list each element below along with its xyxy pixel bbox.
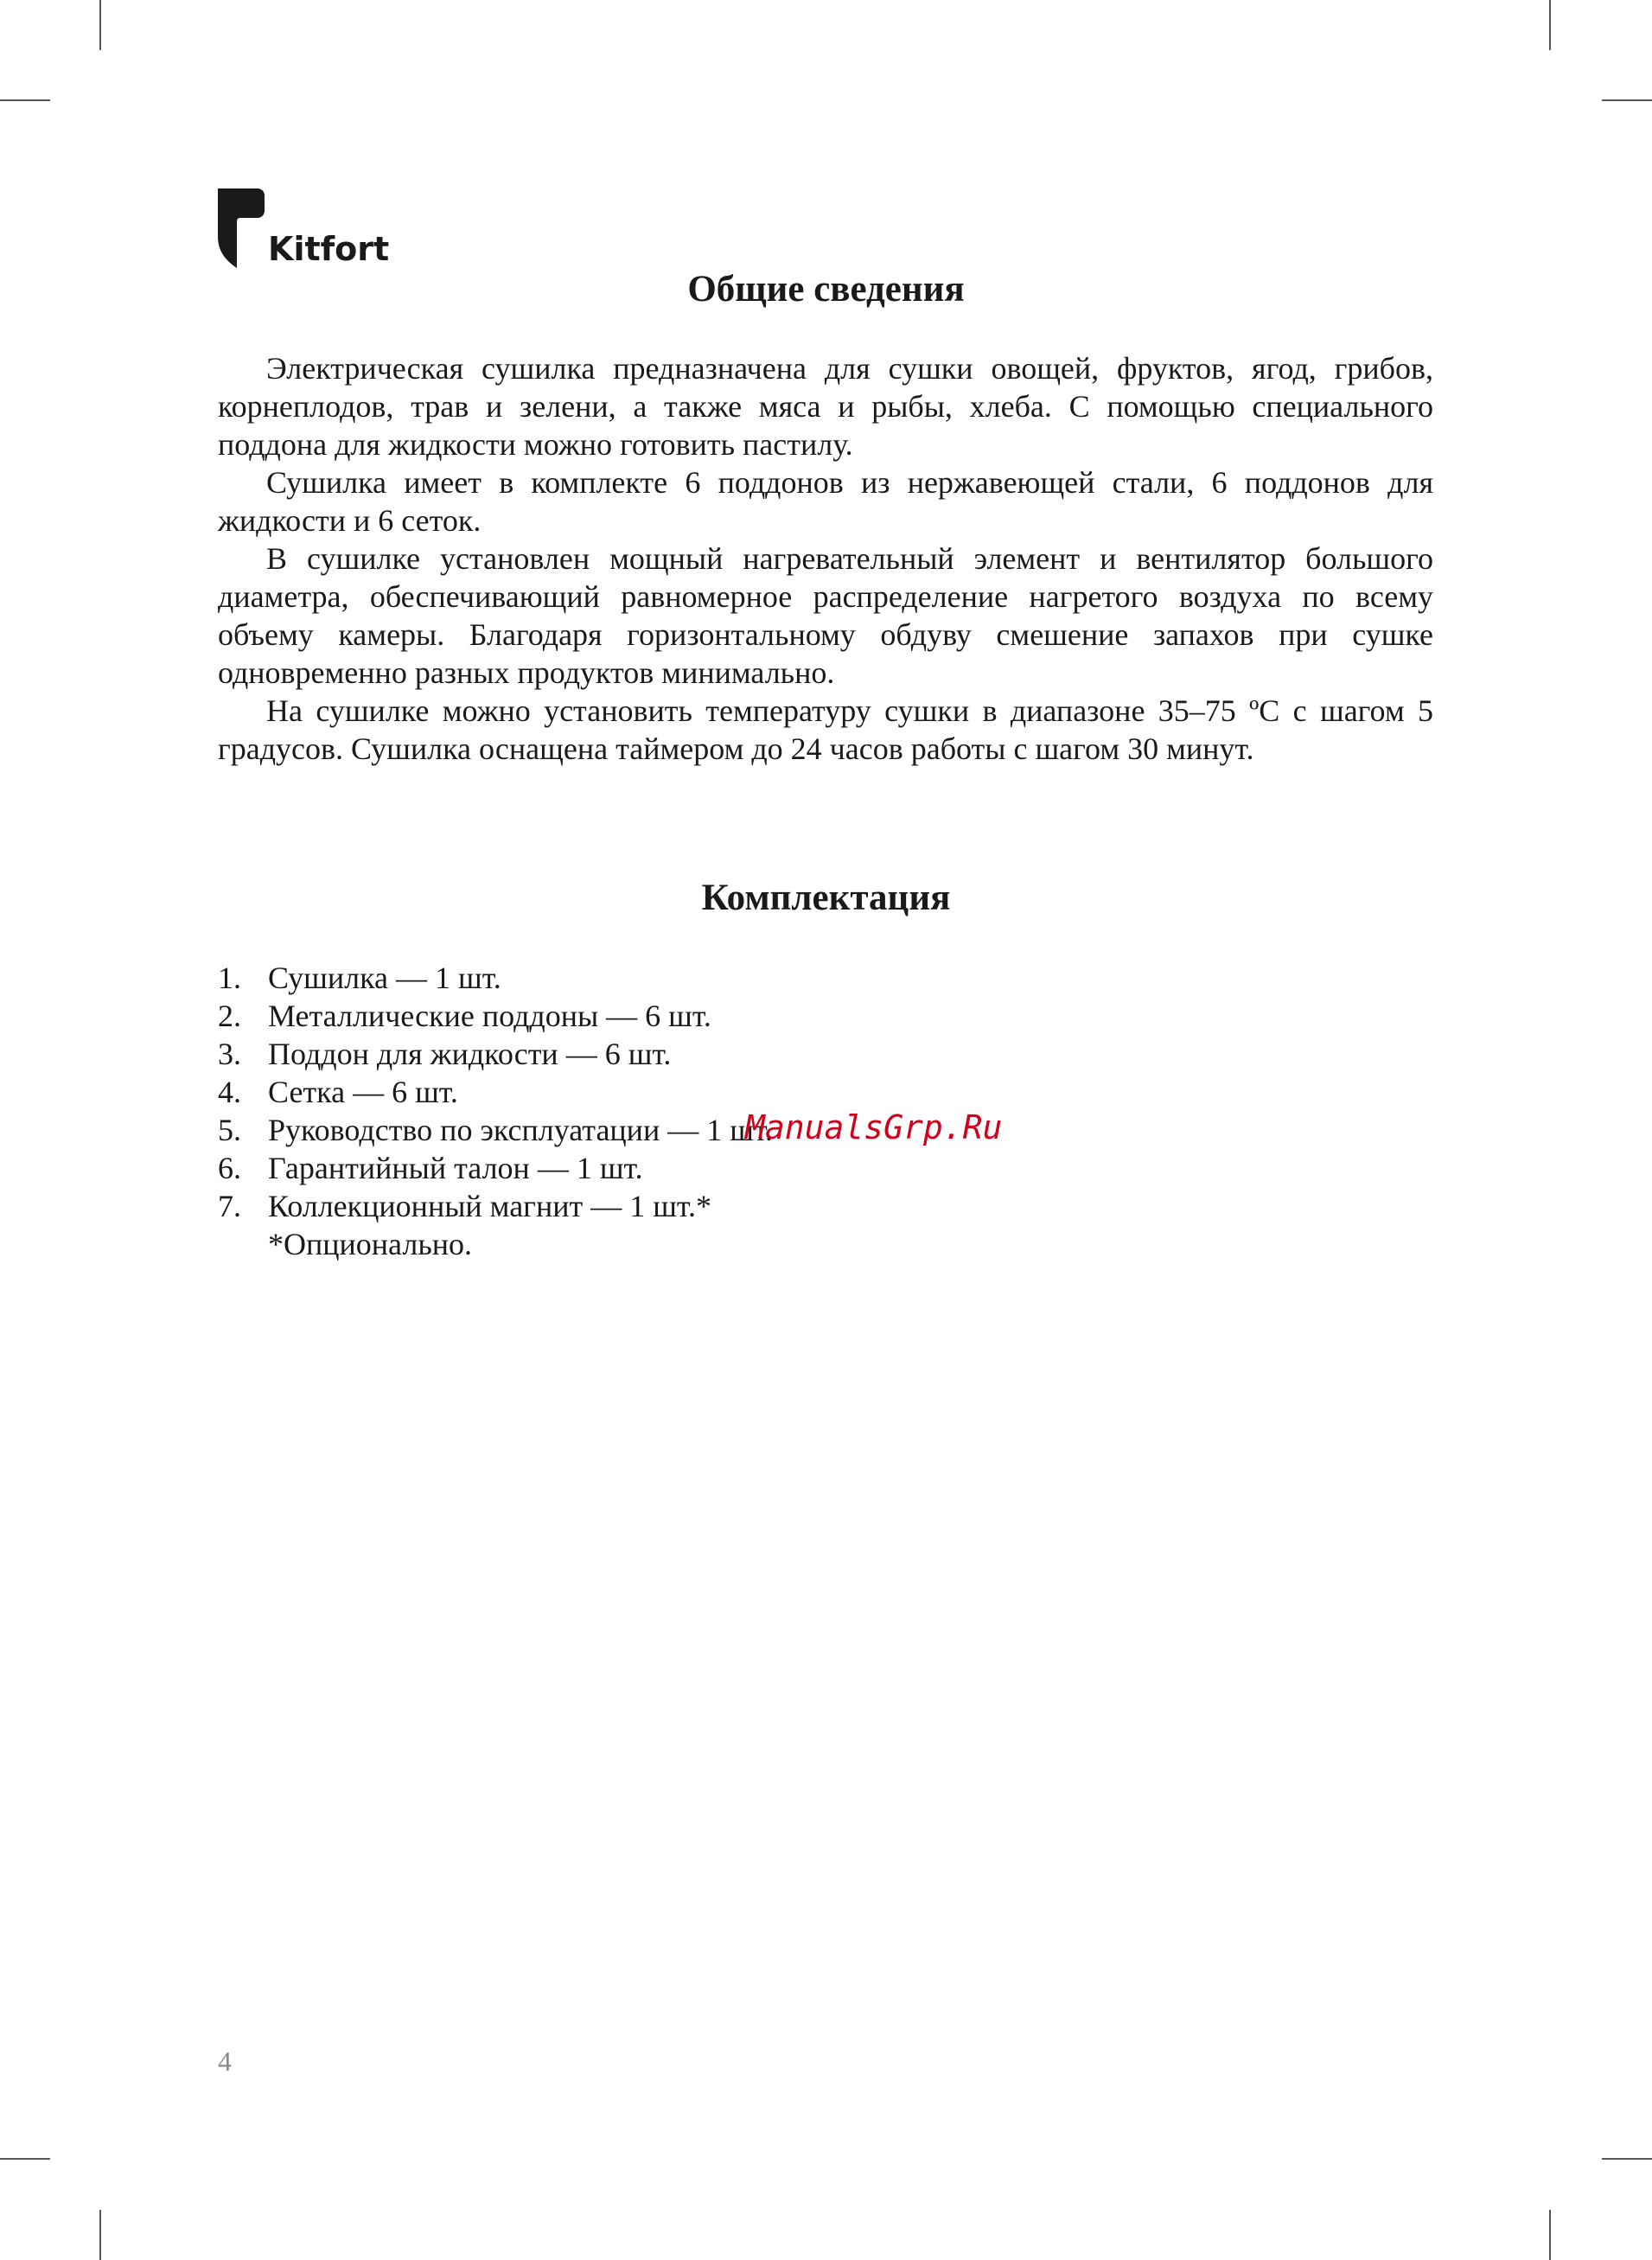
general-info-text	[218, 349, 1433, 768]
item-text: Гарантийный талон — 1 шт.	[268, 1151, 643, 1185]
paragraph: В сушилке установлен мощный нагревательный элемент и вентилятор большого диаметра, обеспечивающий равномерное распределение нагретого воздуха по всему объему камеры. Благодаря горизонтальному обдуву смешение запахов при сушке одновременно разных продуктов минимально.	[218, 541, 1433, 690]
item-text: Металлические поддоны — 6 шт.	[268, 999, 711, 1033]
section-title-contents: Комплектация	[701, 878, 951, 918]
crop-mark	[0, 2158, 50, 2160]
item-text: Руководство по эксплуатации — 1 шт.	[268, 1113, 773, 1147]
crop-mark	[1549, 2210, 1551, 2260]
list-item	[218, 1035, 773, 1073]
section-title-general: Общие сведения	[687, 269, 965, 310]
list-item	[218, 1149, 773, 1187]
crop-mark	[1549, 0, 1551, 50]
list-item	[218, 1073, 773, 1111]
crop-mark	[99, 2210, 101, 2260]
item-number: 1.	[218, 961, 241, 995]
item-number: 6.	[218, 1151, 241, 1185]
kitfort-logo-icon	[218, 188, 265, 268]
list-item	[218, 959, 773, 997]
brand-logo	[218, 188, 390, 272]
paragraph: Сушилка имеет в комплекте 6 поддонов из нержавеющей стали, 6 поддонов для жидкости и 6 сеток.	[218, 465, 1433, 538]
crop-mark	[1602, 2158, 1652, 2160]
item-text: Сушилка — 1 шт.	[268, 961, 501, 995]
list-item	[218, 1111, 773, 1149]
item-number: 4.	[218, 1075, 241, 1109]
brand-name: Kitfort	[268, 230, 390, 268]
contents-list	[218, 959, 773, 1225]
paragraph: Электрическая сушилка предназначена для сушки овощей, фруктов, ягод, грибов, корнеплодов, трав и зелени, а также мяса и рыбы, хлеба. С помощью специального поддона для жидкости можно готовить пастилу.	[218, 351, 1433, 462]
page-number: 4	[218, 2046, 232, 2077]
watermark: ManualsGrp.Ru	[745, 1108, 1003, 1146]
item-number: 3.	[218, 1037, 241, 1071]
paragraph: На сушилке можно установить температуру сушки в диапазоне 35–75 ºС с шагом 5 градусов. Сушилка оснащена таймером до 24 часов работы с шагом 30 минут.	[218, 693, 1433, 766]
list-item	[218, 997, 773, 1035]
item-number: 7.	[218, 1189, 241, 1223]
item-number: 5.	[218, 1113, 241, 1147]
item-text: Коллекционный магнит — 1 шт.*	[268, 1189, 711, 1223]
crop-mark	[99, 0, 101, 50]
list-item	[218, 1187, 773, 1225]
crop-mark	[0, 99, 50, 101]
item-number: 2.	[218, 999, 241, 1033]
crop-mark	[1602, 99, 1652, 101]
item-text: Поддон для жидкости — 6 шт.	[268, 1037, 672, 1071]
item-text: Сетка — 6 шт.	[268, 1075, 458, 1109]
optional-note: *Опционально.	[268, 1227, 473, 1261]
